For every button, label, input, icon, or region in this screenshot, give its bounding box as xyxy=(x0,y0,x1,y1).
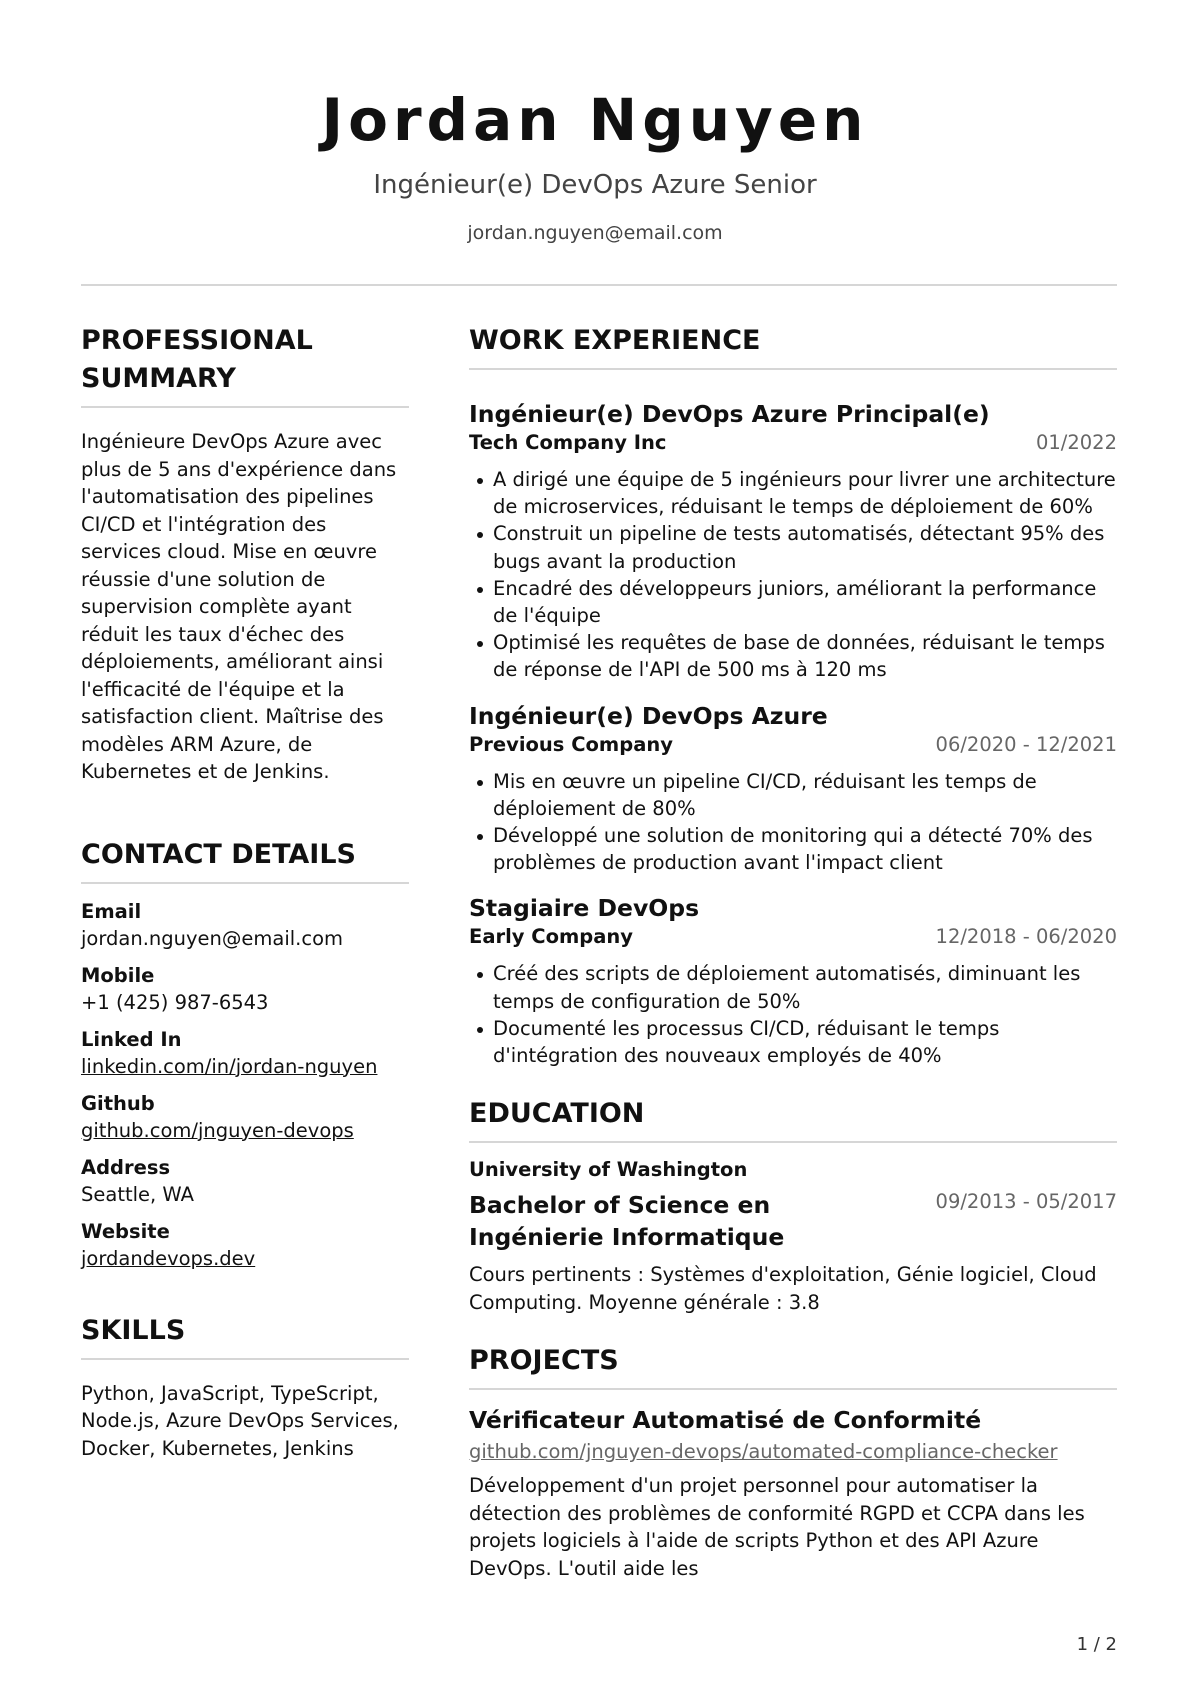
job-title: Ingénieur(e) DevOps Azure xyxy=(469,701,828,730)
bullet-item: A dirigé une équipe de 5 ingénieurs pour livrer une architecture de microservices, réduisant le temps de déploiement de 60% xyxy=(469,466,1117,520)
github-link[interactable]: github.com/jnguyen-devops xyxy=(81,1118,354,1142)
project-title: Vérificateur Automatisé de Conformité xyxy=(469,1406,982,1435)
job-title: Stagiaire DevOps xyxy=(469,894,700,923)
header-email: jordan.nguyen@email.com xyxy=(467,222,723,244)
job-date: 12/2018 - 06/2020 xyxy=(935,925,1117,949)
summary-text: Ingénieure DevOps Azure avec plus de 5 ans d'expérience dans l'automatisation des pipelines CI/CD et l'intégration des services cloud. Mise en œuvre réussie d'une solution de supervision complète ayant réduit les taux d'échec des déploiements, améliorant ainsi l'efficacité de l'équipe et la satisfaction client. Maîtrise des modèles ARM Azure, de Kubernetes et de Jenkins. xyxy=(81,430,397,783)
projects-section xyxy=(469,1342,1117,1582)
experience-section xyxy=(469,322,1117,1069)
page-number: 1 / 2 xyxy=(1076,1634,1117,1655)
job-meta xyxy=(469,732,1117,758)
right-column xyxy=(469,322,1117,1582)
contact-label: Github xyxy=(81,1091,155,1115)
contact-label: Address xyxy=(81,1155,171,1179)
section-divider xyxy=(469,368,1117,370)
bullet-item: Créé des scripts de déploiement automatisés, diminuant les temps de configuration de 50% xyxy=(469,960,1117,1014)
contact-linkedin xyxy=(81,1026,409,1080)
skills-heading: SKILLS xyxy=(81,1314,186,1346)
school-name: University of Washington xyxy=(469,1158,748,1182)
bullet-item: Mis en œuvre un pipeline CI/CD, réduisant les temps de déploiement de 80% xyxy=(469,768,1117,822)
skills-section xyxy=(81,1312,409,1463)
contact-label: Linked In xyxy=(81,1027,182,1051)
bullet-item: Documenté les processus CI/CD, réduisant le temps d'intégration des nouveaux employés de 40% xyxy=(469,1015,1117,1069)
degree-row xyxy=(469,1189,1117,1253)
section-divider xyxy=(469,1388,1117,1390)
company-name: Tech Company Inc xyxy=(469,431,667,454)
contact-heading: CONTACT DETAILS xyxy=(81,838,356,870)
projects-heading: PROJECTS xyxy=(469,1345,619,1377)
bullet-item: Optimisé les requêtes de base de données, réduisant le temps de réponse de l'API de 500 ms à 120 ms xyxy=(469,629,1117,683)
job-entry xyxy=(469,892,1117,1069)
section-divider xyxy=(469,1141,1117,1143)
summary-heading-line2: SUMMARY xyxy=(81,363,236,394)
contact-mobile xyxy=(81,962,409,1016)
linkedin-link[interactable]: linkedin.com/in/jordan-nguyen xyxy=(81,1054,378,1078)
contact-github xyxy=(81,1090,409,1144)
section-divider xyxy=(81,406,409,408)
company-name: Early Company xyxy=(469,925,634,949)
skills-text: Python, JavaScript, TypeScript, Node.js, Azure DevOps Services, Docker, Kubernetes, Jenkins xyxy=(81,1381,399,1460)
resume-header xyxy=(0,84,1190,246)
contact-address xyxy=(81,1154,409,1208)
job-title: Ingénieur(e) DevOps Azure Principal(e) xyxy=(469,400,990,428)
education-description: Cours pertinents : Systèmes d'exploitation, Génie logiciel, Cloud Computing. Moyenne générale : 3.8 xyxy=(469,1263,1097,1314)
job-date: 01/2022 xyxy=(1035,431,1117,454)
bullet-item: Développé une solution de monitoring qui a détecté 70% des problèmes de production avant l'impact client xyxy=(469,822,1117,876)
candidate-name: Jordan Nguyen xyxy=(321,86,869,154)
job-bullets xyxy=(469,768,1117,877)
summary-section xyxy=(81,322,409,786)
contact-address-value: Seattle, WA xyxy=(81,1182,194,1206)
job-meta xyxy=(469,430,1117,456)
project-link[interactable]: github.com/jnguyen-devops/automated-compliance-checker xyxy=(469,1440,1058,1464)
degree-title: Bachelor of Science en Ingénierie Informatique xyxy=(469,1191,785,1252)
section-divider xyxy=(81,1358,409,1360)
contact-label: Mobile xyxy=(81,963,155,987)
header-divider xyxy=(81,284,1117,286)
job-bullets xyxy=(469,466,1117,684)
experience-heading: WORK EXPERIENCE xyxy=(469,325,761,356)
website-link[interactable]: jordandevops.dev xyxy=(81,1246,256,1270)
contact-email-value: jordan.nguyen@email.com xyxy=(81,926,344,950)
company-name: Previous Company xyxy=(469,732,673,756)
job-date: 06/2020 - 12/2021 xyxy=(935,732,1117,756)
contact-mobile-value: +1 (425) 987-6543 xyxy=(81,990,269,1014)
contact-email xyxy=(81,898,409,952)
left-column xyxy=(81,322,409,1462)
education-date: 09/2013 - 05/2017 xyxy=(935,1190,1117,1214)
summary-heading xyxy=(81,322,409,398)
education-heading: EDUCATION xyxy=(469,1098,645,1130)
candidate-title: Ingénieur(e) DevOps Azure Senior xyxy=(373,170,817,200)
contact-website xyxy=(81,1218,409,1272)
section-divider xyxy=(81,882,409,884)
job-meta xyxy=(469,924,1117,950)
education-section xyxy=(469,1095,1117,1316)
summary-heading-line1: PROFESSIONAL xyxy=(81,325,313,356)
contact-section xyxy=(81,836,409,1272)
bullet-item: Encadré des développeurs juniors, améliorant la performance de l'équipe xyxy=(469,575,1117,629)
contact-list xyxy=(81,898,409,1272)
bullet-item: Construit un pipeline de tests automatisés, détectant 95% des bugs avant la production xyxy=(469,520,1117,574)
job-entry xyxy=(469,398,1117,684)
job-bullets xyxy=(469,960,1117,1069)
contact-label: Email xyxy=(81,899,142,923)
contact-label: Website xyxy=(81,1219,170,1243)
project-description: Développement d'un projet personnel pour automatiser la détection des problèmes de conformité RGPD et CCPA dans les projets logiciels à l'aide de scripts Python et des API Azure DevOps. L'outil aide les xyxy=(469,1474,1085,1580)
job-entry xyxy=(469,700,1117,877)
